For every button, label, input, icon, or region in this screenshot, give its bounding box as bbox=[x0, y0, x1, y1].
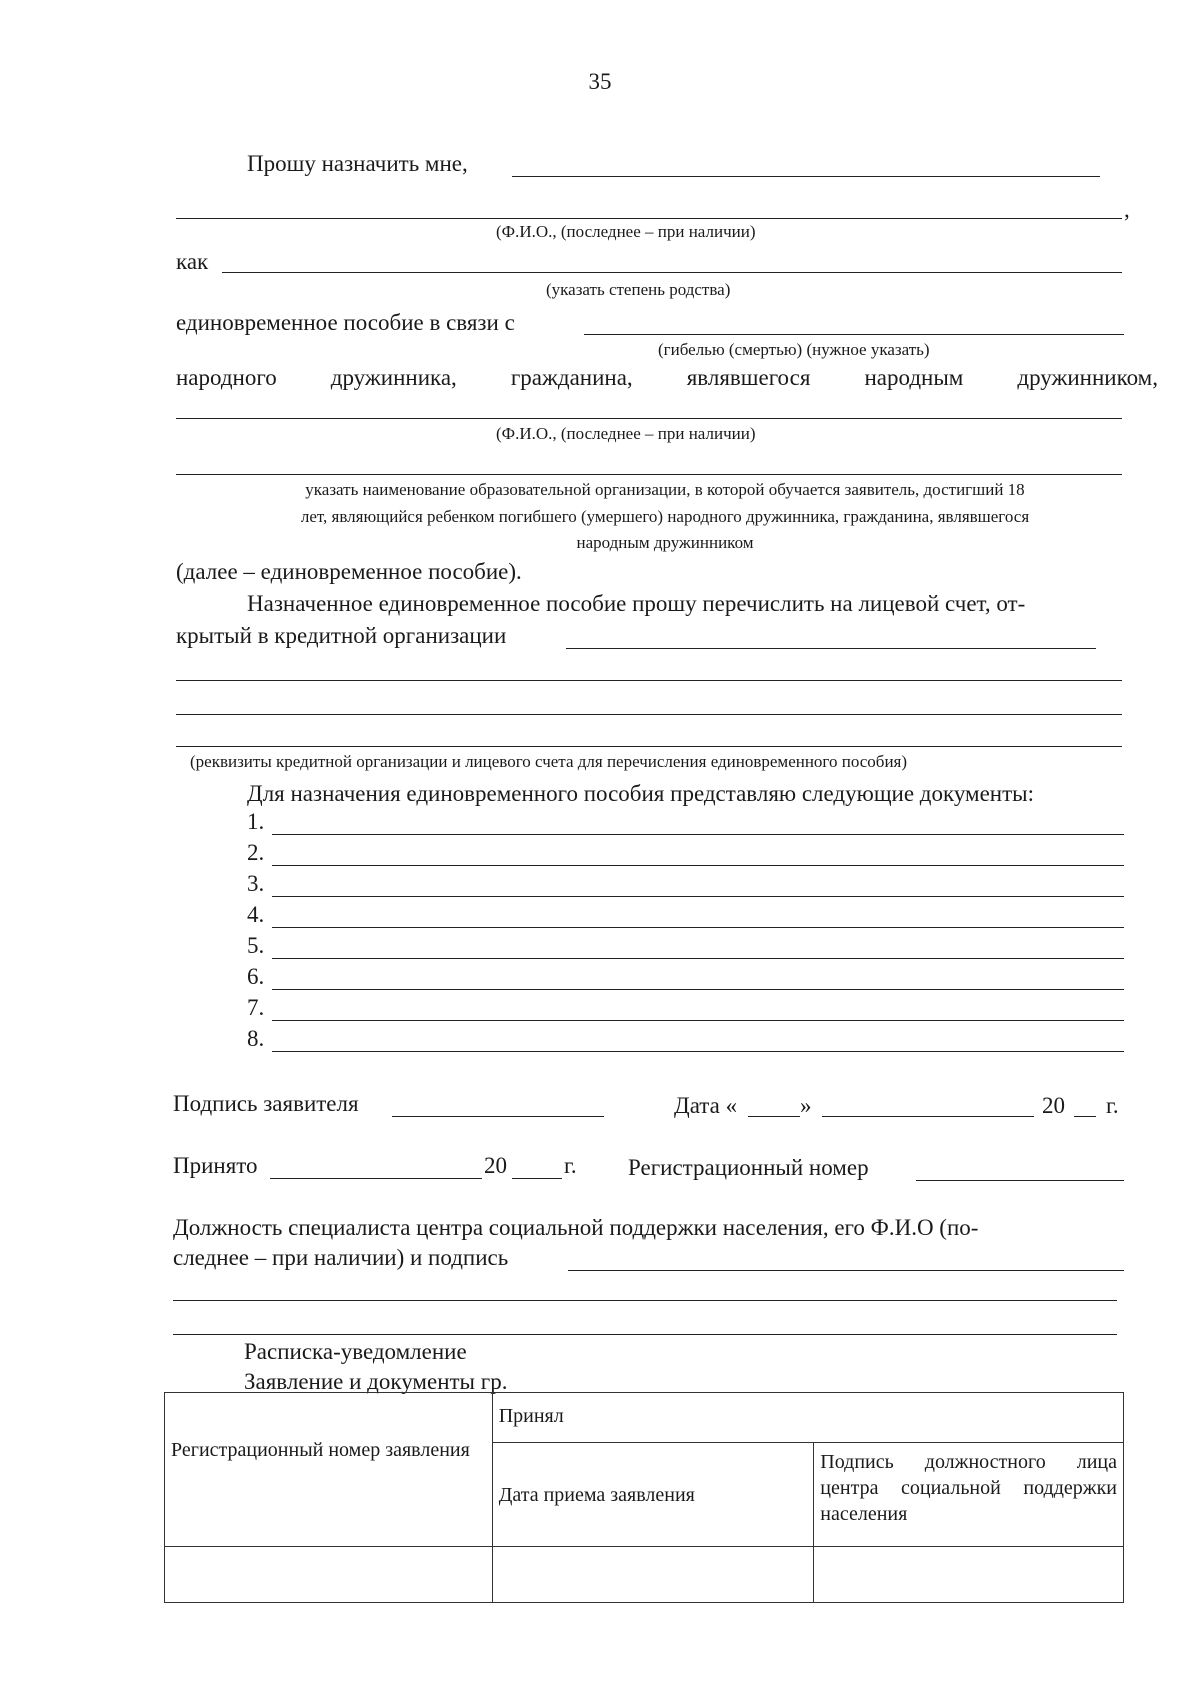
page-number: 35 bbox=[588, 69, 612, 94]
reg-number-header-text: Регистрационный номер заявления bbox=[171, 1438, 470, 1461]
word-4: являвшегося bbox=[686, 365, 811, 390]
reg-number-cell[interactable] bbox=[165, 1547, 493, 1603]
relation-caption: (указать степень родства) bbox=[546, 280, 731, 299]
word-5: народным bbox=[864, 365, 964, 390]
date-year-field[interactable] bbox=[1074, 1116, 1096, 1117]
date-cell[interactable] bbox=[492, 1547, 814, 1603]
year-prefix: 20 bbox=[1042, 1093, 1065, 1118]
accepted-date-field[interactable] bbox=[270, 1178, 482, 1179]
doc-field[interactable] bbox=[272, 834, 1124, 835]
comma: , bbox=[1124, 197, 1130, 222]
accepted-year-suffix: г. bbox=[564, 1153, 577, 1178]
death-field[interactable] bbox=[584, 334, 1124, 335]
doc-number: 6. bbox=[247, 964, 265, 989]
doc-field[interactable] bbox=[272, 989, 1124, 990]
accepted-year-field[interactable] bbox=[512, 1178, 562, 1179]
receipt-title: Расписка-уведомление bbox=[244, 1339, 467, 1364]
fio-field[interactable] bbox=[176, 218, 1122, 219]
year-suffix: г. bbox=[1106, 1093, 1119, 1118]
edu-caption-line-1: указать наименование образовательной организации, в которой обучается заявитель, достигший 18 bbox=[305, 480, 1025, 499]
official-signature-header bbox=[814, 1443, 1124, 1547]
date-header-text: Дата приема заявления bbox=[498, 1483, 695, 1506]
specialist-line-2: следнее – при наличии) и подпись bbox=[173, 1245, 509, 1270]
bank-caption: (реквизиты кредитной организации и лицевого счета для перечисления единовременного пособия) bbox=[190, 752, 908, 771]
doc-field[interactable] bbox=[272, 958, 1124, 959]
accepted-year-prefix: 20 bbox=[484, 1153, 507, 1178]
specialist-line-1: Должность специалиста центра социальной поддержки населения, его Ф.И.О (по- bbox=[173, 1215, 979, 1240]
transfer-line-1: Назначенное единовременное пособие прошу перечислить на лицевой счет, от- bbox=[247, 591, 1026, 616]
signature-cell[interactable] bbox=[814, 1547, 1124, 1603]
signature-label: Подпись заявителя bbox=[173, 1091, 359, 1116]
doc-field[interactable] bbox=[272, 927, 1124, 928]
reg-number-label: Регистрационный номер bbox=[628, 1155, 869, 1180]
word-3: гражданина, bbox=[510, 365, 633, 390]
druzhinnik-line bbox=[176, 364, 1158, 392]
reg-number-field[interactable] bbox=[916, 1180, 1124, 1181]
bank-field-3[interactable] bbox=[176, 714, 1122, 715]
fio-caption-2: (Ф.И.О., (последнее – при наличии) bbox=[496, 424, 756, 443]
allowance-label: единовременное пособие в связи с bbox=[176, 310, 515, 335]
receipt-table bbox=[164, 1392, 1124, 1603]
further-text: (далее – единовременное пособие). bbox=[176, 559, 522, 584]
receipt-subtitle: Заявление и документы гр. bbox=[244, 1369, 508, 1394]
date-month-field[interactable] bbox=[822, 1116, 1034, 1117]
bank-field-2[interactable] bbox=[176, 680, 1122, 681]
edu-caption-line-2: лет, являющийся ребенком погибшего (умершего) народного дружинника, гражданина, являвшегося bbox=[300, 507, 1030, 526]
edu-caption-line-3: народным дружинником bbox=[576, 533, 754, 552]
word-2: дружинника, bbox=[330, 365, 457, 390]
transfer-line-2: крытый в кредитной организации bbox=[176, 623, 507, 648]
specialist-sign-field[interactable] bbox=[568, 1270, 1124, 1271]
doc-number: 8. bbox=[247, 1026, 265, 1051]
doc-field[interactable] bbox=[272, 865, 1124, 866]
doc-number: 1. bbox=[247, 809, 265, 834]
doc-number: 3. bbox=[247, 871, 265, 896]
doc-field[interactable] bbox=[272, 1020, 1124, 1021]
druzhinnik-fio-field[interactable] bbox=[176, 418, 1122, 419]
doc-field[interactable] bbox=[272, 896, 1124, 897]
death-caption: (гибелью (смертью) (нужное указать) bbox=[658, 340, 930, 359]
reg-number-header bbox=[165, 1393, 493, 1547]
bank-field-4[interactable] bbox=[176, 746, 1122, 747]
date-header bbox=[492, 1443, 814, 1547]
accepted-header bbox=[492, 1393, 1123, 1443]
accepted-header-text: Принял bbox=[498, 1405, 564, 1427]
specialist-field-2[interactable] bbox=[173, 1300, 1117, 1301]
official-signature-header-text: Подпись должностного лица центра социальной поддержки населения bbox=[820, 1451, 1117, 1525]
doc-number: 4. bbox=[247, 902, 265, 927]
signature-field[interactable] bbox=[392, 1116, 604, 1117]
doc-number: 5. bbox=[247, 933, 265, 958]
fio-caption: (Ф.И.О., (последнее – при наличии) bbox=[496, 222, 756, 241]
date-close: » bbox=[800, 1093, 812, 1118]
doc-field[interactable] bbox=[272, 1051, 1124, 1052]
word-1: народного bbox=[176, 365, 277, 390]
request-intro: Прошу назначить мне, bbox=[247, 151, 468, 176]
kak-label: как bbox=[176, 249, 209, 274]
doc-number: 7. bbox=[247, 995, 265, 1020]
docs-intro: Для назначения единовременного пособия представляю следующие документы: bbox=[247, 781, 1035, 806]
doc-number: 2. bbox=[247, 840, 265, 865]
date-day-field[interactable] bbox=[748, 1116, 800, 1117]
date-label: Дата « bbox=[674, 1093, 738, 1118]
name-field[interactable] bbox=[512, 176, 1100, 177]
word-6: дружинником, bbox=[1017, 365, 1158, 390]
specialist-field-3[interactable] bbox=[173, 1334, 1117, 1335]
bank-field-1[interactable] bbox=[566, 648, 1096, 649]
relation-field[interactable] bbox=[222, 272, 1122, 273]
edu-org-field[interactable] bbox=[176, 474, 1122, 475]
accepted-label: Принято bbox=[173, 1153, 258, 1178]
